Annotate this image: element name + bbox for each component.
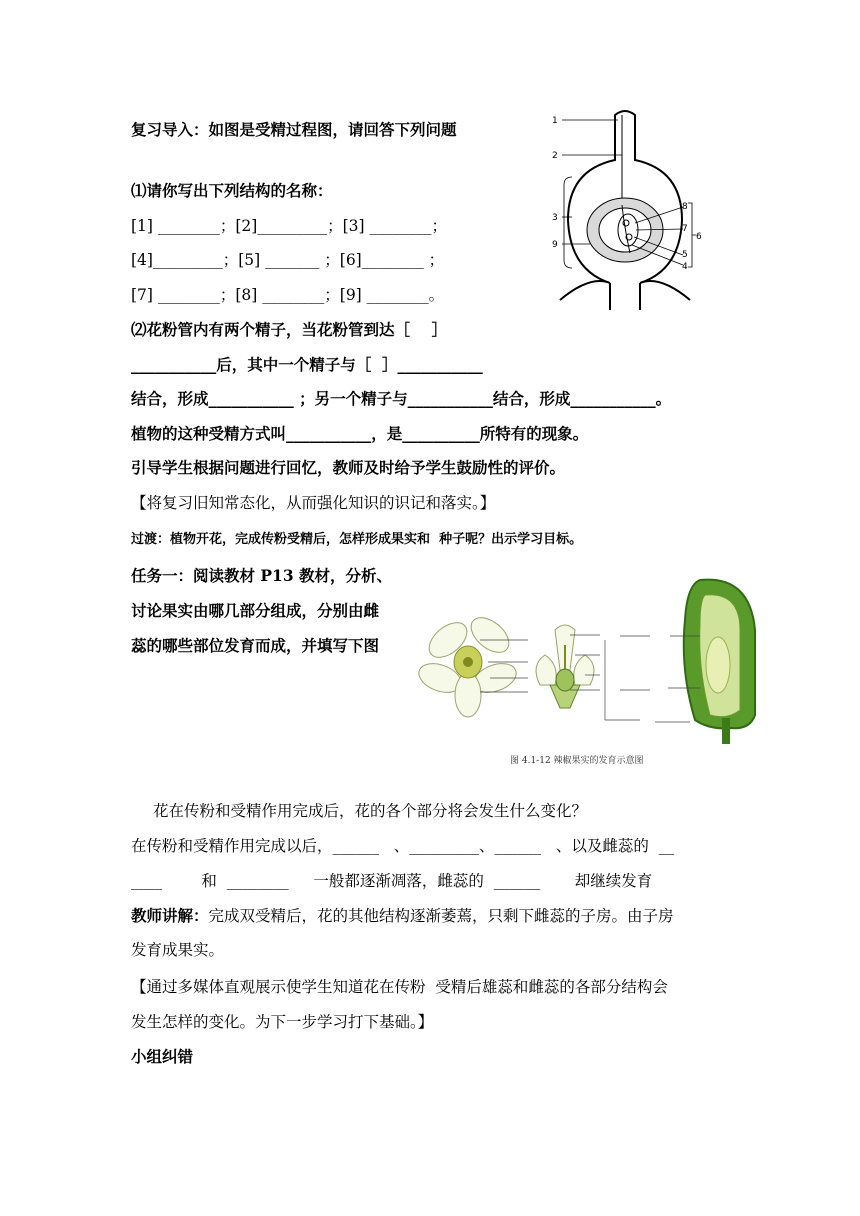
ovule-label-3: 3 — [552, 213, 558, 223]
fill-line-1: 在传粉和受精作用完成以后，______ 、_________、______ 、以及雌蕊的 __ — [131, 837, 675, 855]
ovule-diagram — [550, 105, 700, 310]
question-1: ⑴请你写出下列结构的名称： — [131, 181, 333, 200]
media-note-1: 【通过多媒体直观展示使学生知道花在传粉 受精后雄蕊和雌蕊的各部分结构会 — [131, 978, 668, 996]
ovule-label-2: 2 — [552, 151, 558, 161]
question-2-line-1: ⑵花粉管内有两个精子，当花粉管到达［ ］ — [131, 320, 448, 339]
change-question: 花在传粉和受精作用完成后，花的各个部分将会发生什么变化？ — [153, 802, 588, 820]
task1-line-3: 蕊的哪些部位发育而成，并填写下图 — [131, 636, 380, 655]
pepper-development-figure — [410, 570, 780, 775]
media-note-2: 发生怎样的变化。为下一步学习打下基础。】 — [131, 1013, 434, 1031]
guide-text: 引导学生根据问题进行回忆，教师及时给予学生鼓励性的评价。 — [131, 458, 566, 477]
ovule-label-7: 7 — [682, 224, 688, 234]
group-correction: 小组纠错 — [131, 1047, 194, 1066]
transition-text: 植物开花，完成传粉受精后，怎样形成果实和 种子呢？出示学习目标。 — [170, 532, 583, 547]
review-note: 【将复习旧知常态化，从而强化知识的识记和落实。】 — [131, 494, 496, 512]
blank-row-1: [1] ________；[2]_________；[3] ________； — [131, 217, 447, 235]
open-flower-illustration — [415, 611, 520, 717]
figure-caption: 图 4.1-12 辣椒果实的发育示意图 — [510, 756, 644, 766]
question-2-line-3: 结合，形成___________ ；另一个精子与___________结合，形成___________。 — [131, 389, 672, 408]
ovule-label-6: 6 — [696, 232, 702, 242]
blank-row-2: [4]_________；[5] _______ ；[6]________ ； — [131, 251, 445, 269]
task1-line-2: 讨论果实由哪几部分组成，分别由雌 — [131, 601, 380, 620]
ovule-label-5: 5 — [682, 250, 688, 260]
ovule-label-8: 8 — [682, 202, 688, 212]
fill-line-2: ____ 和 ________ 一般都逐渐凋落，雌蕊的 ______ 却继续发育 — [131, 872, 653, 890]
teacher-text: 完成双受精后，花的其他结构逐渐萎蔫，只剩下雌蕊的子房。由子房 — [208, 907, 674, 925]
teacher-explain-line — [131, 906, 674, 926]
blank-row-3: [7] ________；[8] ________；[9] ________。 — [131, 286, 445, 304]
teacher-label: 教师讲解： — [131, 906, 209, 925]
question-2-line-4: 植物的这种受精方式叫___________，是__________所特有的现象。 — [131, 424, 589, 443]
ovule-label-1: 1 — [552, 116, 558, 126]
half-flower-illustration — [536, 625, 594, 708]
review-title: 复习导入：如图是受精过程图，请回答下列问题 — [131, 120, 457, 139]
teacher-text-2: 发育成果实。 — [131, 941, 225, 959]
task1-line-1: 任务一：阅读教材 P13 教材，分析、 — [131, 566, 393, 585]
ovule-label-9: 9 — [552, 240, 558, 250]
ovule-label-4: 4 — [682, 262, 688, 272]
pepper-fruit-illustration — [684, 580, 755, 744]
transition-label: 过渡： — [131, 532, 171, 547]
question-2-line-2: ___________后，其中一个精子与［ ］___________ — [131, 355, 483, 374]
transition-line — [131, 530, 582, 550]
